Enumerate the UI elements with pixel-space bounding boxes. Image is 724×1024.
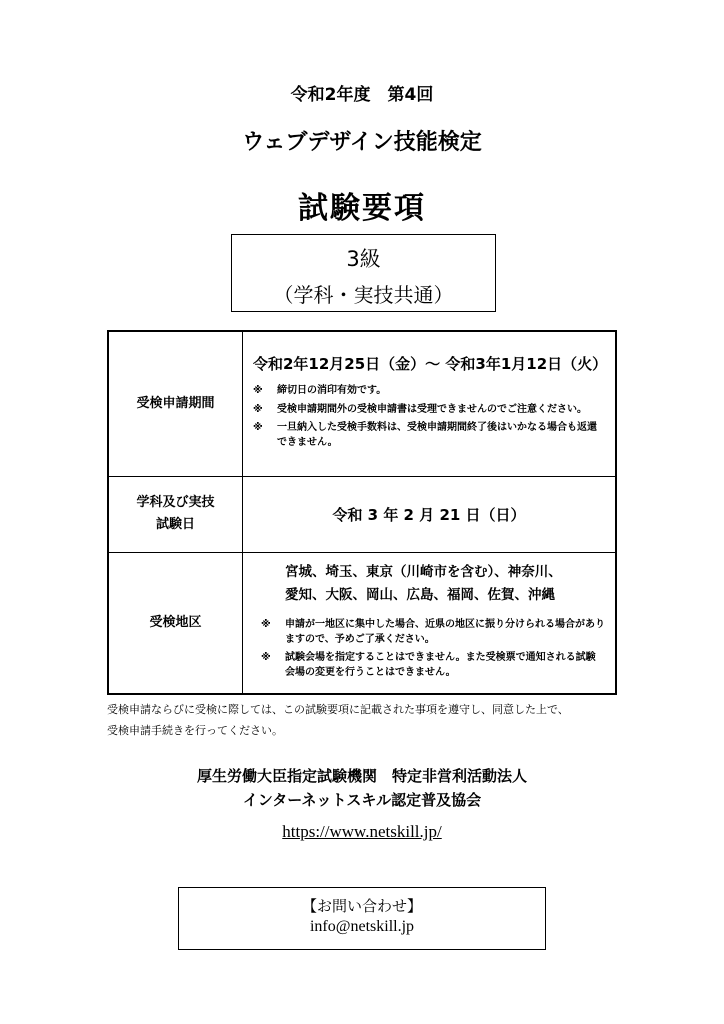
area-notes [261, 618, 605, 680]
exam-day-label-line1: 学科及び実技 [136, 494, 215, 510]
areas-cell [243, 552, 617, 694]
application-note [253, 421, 605, 450]
application-note [253, 384, 605, 399]
agreement-line2: 受検申請手続きを行ってください。 [107, 723, 283, 737]
organization-designation: 厚生労働大臣指定試験機関 特定非営利活動法人 [196, 767, 527, 785]
areas-row [108, 552, 616, 694]
grade-scope: （学科・実技共通） [273, 283, 454, 307]
note-text: 申請が一地区に集中した場合、近県の地区に振り分けられる場合がありますので、予めご了承ください。 [285, 619, 605, 645]
website-link[interactable]: https://www.netskill.jp/ [282, 822, 442, 841]
note-text: 締切日の消印有効です。 [277, 385, 387, 397]
note-mark: ※ [261, 619, 271, 631]
note-text: 一旦納入した受検手数料は、受検申請期間終了後はいかなる場合も返還できません。 [277, 422, 597, 448]
fiscal-year-round: 令和2年度 第4回 [290, 85, 434, 105]
contact-heading: 【お問い合わせ】 [301, 899, 422, 915]
areas-label: 受検地区 [108, 552, 243, 694]
application-note [253, 403, 605, 418]
area-note [261, 651, 605, 680]
grade-level: 3級 [346, 247, 381, 271]
agreement-text [107, 700, 627, 742]
application-period: 令和2年12月25日（金）～ 令和3年1月12日（火） [253, 355, 608, 374]
exam-date: 令和 3 年 2 月 21 日（日） [332, 505, 526, 524]
application-row [108, 331, 616, 476]
area-list-line1: 宮城、埼玉、東京（川崎市を含む）、神奈川、 [285, 564, 562, 581]
contact-email[interactable]: info@netskill.jp [309, 918, 415, 935]
application-cell [243, 331, 617, 476]
note-text: 受検申請期間外の受検申請書は受理できませんのでご注意ください。 [277, 403, 587, 415]
exam-day-cell [243, 476, 617, 552]
exam-day-row [108, 476, 616, 552]
contact-box [178, 887, 546, 950]
exam-title: ウェブデザイン技能検定 [242, 130, 482, 155]
document-heading: 試験要項 [298, 191, 426, 226]
organization-name: インターネットスキル認定普及協会 [242, 791, 482, 809]
exam-day-label [108, 476, 243, 552]
exam-day-label-line2: 試験日 [155, 517, 195, 532]
area-note [261, 618, 605, 647]
application-label: 受検申請期間 [108, 331, 243, 476]
website-link-wrap [0, 822, 724, 842]
note-mark: ※ [253, 422, 263, 434]
grade-box [231, 234, 496, 312]
note-text: 試験会場を指定することはできません。また受検票で通知される試験会場の変更を行うことはできません。 [285, 652, 596, 678]
area-list [285, 561, 605, 606]
area-list-line2: 愛知、大阪、岡山、広島、福岡、佐賀、沖縄 [285, 586, 555, 603]
exam-info-table [107, 330, 617, 695]
agreement-line1: 受検申請ならびに受検に際しては、この試験要項に記載された事項を遵守し、同意した上で、 [107, 703, 569, 716]
note-mark: ※ [261, 652, 271, 664]
note-mark: ※ [253, 385, 263, 397]
note-mark: ※ [253, 403, 263, 415]
